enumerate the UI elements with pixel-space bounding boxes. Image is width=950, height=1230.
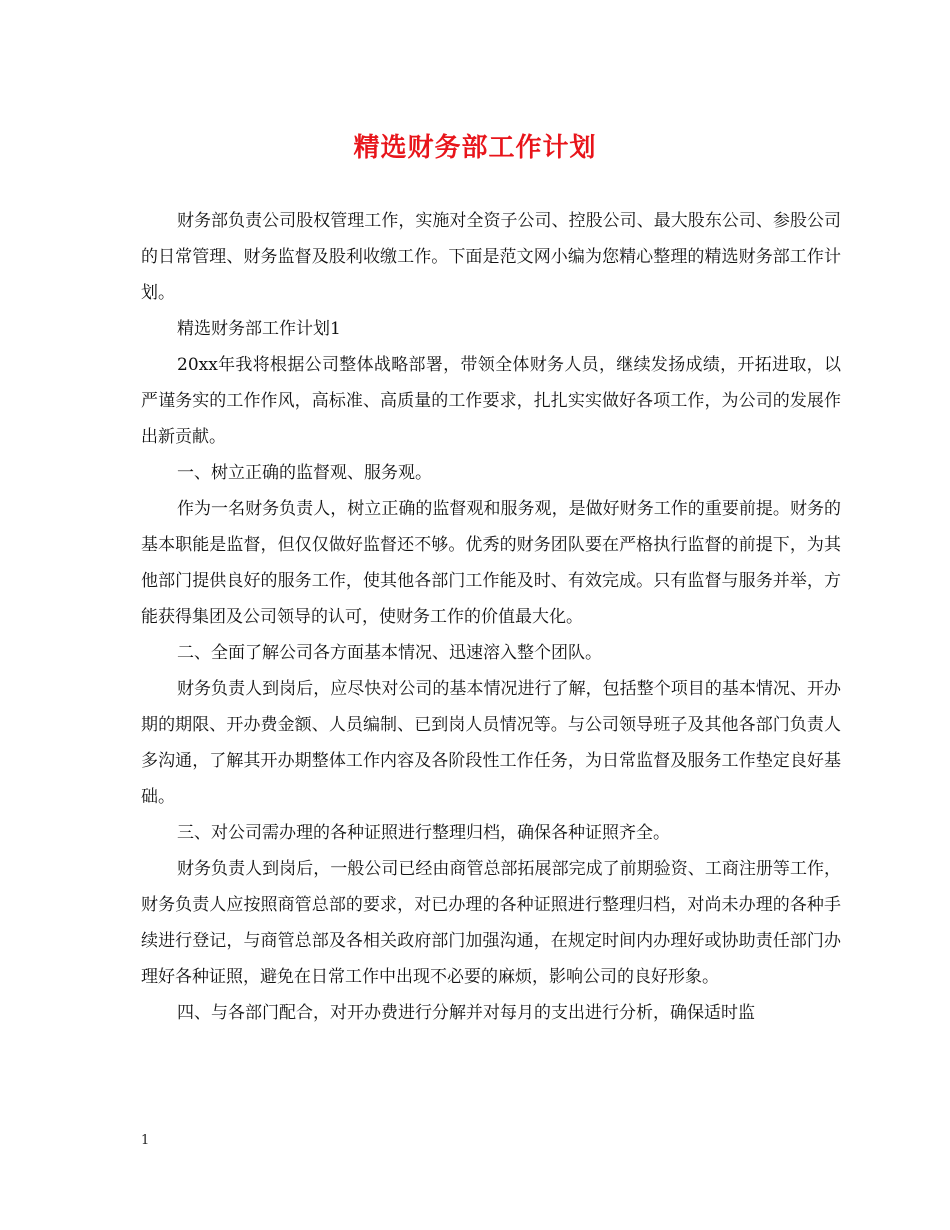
page-number: 1	[141, 1133, 150, 1148]
paragraph-section-1: 作为一名财务负责人，树立正确的监督观和服务观，是做好财务工作的重要前提。财务的基本职能是监督，但仅仅做好监督还不够。优秀的财务团队要在严格执行监督的前提下，为其他部门提供良好的服务工作，使其他各部门工作能及时、有效完成。只有监督与服务并举，方能获得集团及公司领导的认可，使财务工作的价值最大化。	[141, 499, 841, 627]
paragraph-section-3: 财务负责人到岗后，一般公司已经由商管总部拓展部完成了前期验资、工商注册等工作，财务负责人应按照商管总部的要求，对已办理的各种证照进行整理归档，对尚未办理的各种手续进行登记，与商管总部及各相关政府部门加强沟通，在规定时间内办理好或协助责任部门办理好各种证照，避免在日常工作中出现不必要的麻烦，影响公司的良好形象。	[141, 859, 841, 987]
paragraph-plan-heading: 精选财务部工作计划1	[177, 319, 341, 339]
section-heading-2: 二、全面了解公司各方面基本情况、迅速溶入整个团队。	[177, 643, 602, 663]
document-body	[141, 203, 841, 1031]
section-heading-3: 三、对公司需办理的各种证照进行整理归档，确保各种证照齐全。	[177, 823, 670, 843]
paragraph-plan-overview: 20xx年我将根据公司整体战略部署，带领全体财务人员，继续发扬成绩，开拓进取，以严谨务实的工作作风，高标准、高质量的工作要求，扎扎实实做好各项工作，为公司的发展作出新贡献。	[141, 355, 841, 447]
section-heading-1: 一、树立正确的监督观、服务观。	[177, 463, 432, 483]
paragraph-intro: 财务部负责公司股权管理工作，实施对全资子公司、控股公司、最大股东公司、参股公司的日常管理、财务监督及股利收缴工作。下面是范文网小编为您精心整理的精选财务部工作计划。	[141, 211, 841, 303]
paragraph-section-2: 财务负责人到岗后，应尽快对公司的基本情况进行了解，包括整个项目的基本情况、开办期的期限、开办费金额、人员编制、已到岗人员情况等。与公司领导班子及其他各部门负责人多沟通，了解其开办期整体工作内容及各阶段性工作任务，为日常监督及服务工作垫定良好基础。	[141, 679, 841, 807]
document-title: 精选财务部工作计划	[353, 133, 597, 163]
section-heading-4: 四、与各部门配合，对开办费进行分解并对每月的支出进行分析，确保适时监	[177, 1003, 755, 1023]
